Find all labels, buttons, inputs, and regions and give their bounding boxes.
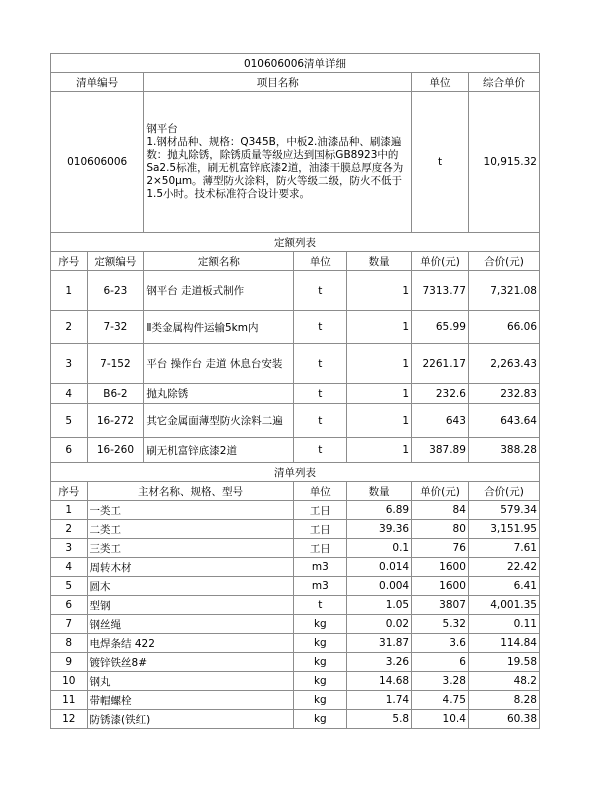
list-row <box>51 634 540 653</box>
list-row <box>51 710 540 729</box>
list-row-name: 防锈漆(铁红) <box>87 710 294 729</box>
quota-row-qty: 1 <box>347 384 412 404</box>
list-row-total: 579.34 <box>468 501 539 520</box>
list-row-total: 4,001.35 <box>468 596 539 615</box>
page-title: 010606006清单详细 <box>51 54 540 73</box>
quota-row-unit: t <box>294 438 347 463</box>
list-row-unit: kg <box>294 653 347 672</box>
list-row-unit: m3 <box>294 558 347 577</box>
quota-row-no: 2 <box>51 311 88 344</box>
list-row-name: 周转木材 <box>87 558 294 577</box>
quota-row-unit: t <box>294 344 347 384</box>
list-row-unit: t <box>294 596 347 615</box>
quota-row-total: 232.83 <box>468 384 539 404</box>
list-row-unit: kg <box>294 672 347 691</box>
item-code: 010606006 <box>51 92 144 233</box>
list-row-price: 6 <box>412 653 469 672</box>
list-row-qty: 0.1 <box>347 539 412 558</box>
list-row-price: 3.28 <box>412 672 469 691</box>
list-row-name: 钢丸 <box>87 672 294 691</box>
list-row-qty: 0.02 <box>347 615 412 634</box>
list-row-no: 2 <box>51 520 88 539</box>
quota-row-total: 2,263.43 <box>468 344 539 384</box>
quota-row-name: 其它金属面薄型防火涂料二遍 <box>144 404 294 438</box>
quota-row-total: 7,321.08 <box>468 271 539 311</box>
list-row-unit: kg <box>294 710 347 729</box>
quota-row-price: 387.89 <box>412 438 469 463</box>
list-row-total: 114.84 <box>468 634 539 653</box>
quota-row-unit: t <box>294 311 347 344</box>
quota-row-qty: 1 <box>347 311 412 344</box>
list-row-no: 1 <box>51 501 88 520</box>
quota-row <box>51 311 540 344</box>
quota-row-price: 232.6 <box>412 384 469 404</box>
quota-row-code: B6-2 <box>87 384 144 404</box>
header-code: 清单编号 <box>51 73 144 92</box>
quota-row-code: 7-32 <box>87 311 144 344</box>
list-row-no: 7 <box>51 615 88 634</box>
quota-row-name: Ⅱ类金属构件运输5km内 <box>144 311 294 344</box>
list-row-total: 19.58 <box>468 653 539 672</box>
list-row-name: 电焊条结 422 <box>87 634 294 653</box>
list-row-unit: 工日 <box>294 501 347 520</box>
list-row-qty: 14.68 <box>347 672 412 691</box>
item-price: 10,915.32 <box>468 92 539 233</box>
quota-row-name: 平台 操作台 走道 休息台安装 <box>144 344 294 384</box>
quota-col-header-5: 数量 <box>347 252 412 271</box>
list-row-no: 10 <box>51 672 88 691</box>
list-row <box>51 539 540 558</box>
list-row-name: 三类工 <box>87 539 294 558</box>
list-row-price: 76 <box>412 539 469 558</box>
quota-row-no: 3 <box>51 344 88 384</box>
list-row-no: 6 <box>51 596 88 615</box>
list-row-price: 3807 <box>412 596 469 615</box>
quota-col-header-1: 序号 <box>51 252 88 271</box>
list-col-header-5: 单价(元) <box>412 482 469 501</box>
list-row-total: 3,151.95 <box>468 520 539 539</box>
list-row <box>51 615 540 634</box>
list-row-total: 22.42 <box>468 558 539 577</box>
quota-row-total: 388.28 <box>468 438 539 463</box>
list-row-name: 钢丝绳 <box>87 615 294 634</box>
list-row-qty: 6.89 <box>347 501 412 520</box>
quota-row-qty: 1 <box>347 271 412 311</box>
list-row-name: 一类工 <box>87 501 294 520</box>
quota-row-no: 4 <box>51 384 88 404</box>
list-col-header-6: 合价(元) <box>468 482 539 501</box>
quota-header-row <box>51 252 540 271</box>
quota-row-code: 16-272 <box>87 404 144 438</box>
quota-row-total: 643.64 <box>468 404 539 438</box>
quota-row-qty: 1 <box>347 344 412 384</box>
quota-row-code: 16-260 <box>87 438 144 463</box>
list-row-price: 80 <box>412 520 469 539</box>
list-row-unit: 工日 <box>294 539 347 558</box>
quota-row-code: 7-152 <box>87 344 144 384</box>
list-row-qty: 1.05 <box>347 596 412 615</box>
list-row-no: 11 <box>51 691 88 710</box>
list-row <box>51 577 540 596</box>
item-unit: t <box>412 92 469 233</box>
list-row-unit: kg <box>294 634 347 653</box>
list-row-no: 12 <box>51 710 88 729</box>
list-row-total: 8.28 <box>468 691 539 710</box>
list-row-qty: 39.36 <box>347 520 412 539</box>
list-row-no: 5 <box>51 577 88 596</box>
list-col-header-2: 主材名称、规格、型号 <box>87 482 294 501</box>
list-col-header-4: 数量 <box>347 482 412 501</box>
quota-row <box>51 438 540 463</box>
list-row-price: 5.32 <box>412 615 469 634</box>
quota-row-price: 643 <box>412 404 469 438</box>
list-header-row <box>51 482 540 501</box>
list-row-total: 6.41 <box>468 577 539 596</box>
list-row-qty: 0.004 <box>347 577 412 596</box>
list-row-no: 3 <box>51 539 88 558</box>
quota-row-price: 65.99 <box>412 311 469 344</box>
list-row <box>51 653 540 672</box>
quota-row-price: 2261.17 <box>412 344 469 384</box>
list-row <box>51 672 540 691</box>
list-row-unit: m3 <box>294 577 347 596</box>
list-row-no: 4 <box>51 558 88 577</box>
list-row-qty: 5.8 <box>347 710 412 729</box>
quota-col-header-4: 单位 <box>294 252 347 271</box>
quota-row-total: 66.06 <box>468 311 539 344</box>
quota-row-qty: 1 <box>347 438 412 463</box>
list-row <box>51 520 540 539</box>
list-row-qty: 0.014 <box>347 558 412 577</box>
list-row-total: 0.11 <box>468 615 539 634</box>
item-description: 钢平台 1.钢材品种、规格：Q345B，中板2.油漆品种、刷漆遍数：抛丸除锈，除锈质量等级应达到国标GB8923中的Sa2.5标准，刷无机富锌底漆2道，油漆干膜总厚度各为2×50μm。薄型防火涂料，防火等级二级，防火不低于1.5小时。技术标准符合设计要求。 <box>144 92 412 233</box>
list-row-total: 60.38 <box>468 710 539 729</box>
list-row-qty: 1.74 <box>347 691 412 710</box>
list-col-header-3: 单位 <box>294 482 347 501</box>
quota-row-name: 抛丸除锈 <box>144 384 294 404</box>
quota-row-no: 5 <box>51 404 88 438</box>
list-row-name: 圆木 <box>87 577 294 596</box>
quota-row-unit: t <box>294 404 347 438</box>
bill-detail-table <box>50 53 540 729</box>
list-row-unit: kg <box>294 615 347 634</box>
list-row-price: 10.4 <box>412 710 469 729</box>
list-row-name: 二类工 <box>87 520 294 539</box>
quota-row-unit: t <box>294 384 347 404</box>
list-row-name: 型钢 <box>87 596 294 615</box>
list-row-no: 8 <box>51 634 88 653</box>
list-row-price: 84 <box>412 501 469 520</box>
list-row <box>51 558 540 577</box>
list-row-qty: 3.26 <box>347 653 412 672</box>
quota-section-title: 定额列表 <box>51 233 540 252</box>
header-unit: 单位 <box>412 73 469 92</box>
quota-row-name: 刷无机富锌底漆2道 <box>144 438 294 463</box>
list-row-total: 7.61 <box>468 539 539 558</box>
header-name: 项目名称 <box>144 73 412 92</box>
quota-col-header-3: 定额名称 <box>144 252 294 271</box>
quota-row-name: 钢平台 走道板式制作 <box>144 271 294 311</box>
quota-row <box>51 344 540 384</box>
list-row <box>51 596 540 615</box>
list-section-title: 清单列表 <box>51 463 540 482</box>
list-row-no: 9 <box>51 653 88 672</box>
quota-row <box>51 404 540 438</box>
quota-row-qty: 1 <box>347 404 412 438</box>
list-row-qty: 31.87 <box>347 634 412 653</box>
quota-row-unit: t <box>294 271 347 311</box>
list-row-price: 1600 <box>412 558 469 577</box>
list-row-price: 4.75 <box>412 691 469 710</box>
header-price: 综合单价 <box>468 73 539 92</box>
quota-row-code: 6-23 <box>87 271 144 311</box>
list-row <box>51 501 540 520</box>
list-row-name: 带帽螺栓 <box>87 691 294 710</box>
quota-col-header-2: 定额编号 <box>87 252 144 271</box>
list-row-price: 3.6 <box>412 634 469 653</box>
list-row <box>51 691 540 710</box>
quota-row <box>51 384 540 404</box>
quota-row <box>51 271 540 311</box>
quota-col-header-6: 单价(元) <box>412 252 469 271</box>
list-col-header-1: 序号 <box>51 482 88 501</box>
list-row-price: 1600 <box>412 577 469 596</box>
list-row-name: 镀锌铁丝8# <box>87 653 294 672</box>
list-row-unit: kg <box>294 691 347 710</box>
list-row-total: 48.2 <box>468 672 539 691</box>
quota-col-header-7: 合价(元) <box>468 252 539 271</box>
list-row-unit: 工日 <box>294 520 347 539</box>
quota-row-no: 1 <box>51 271 88 311</box>
quota-row-no: 6 <box>51 438 88 463</box>
quota-row-price: 7313.77 <box>412 271 469 311</box>
